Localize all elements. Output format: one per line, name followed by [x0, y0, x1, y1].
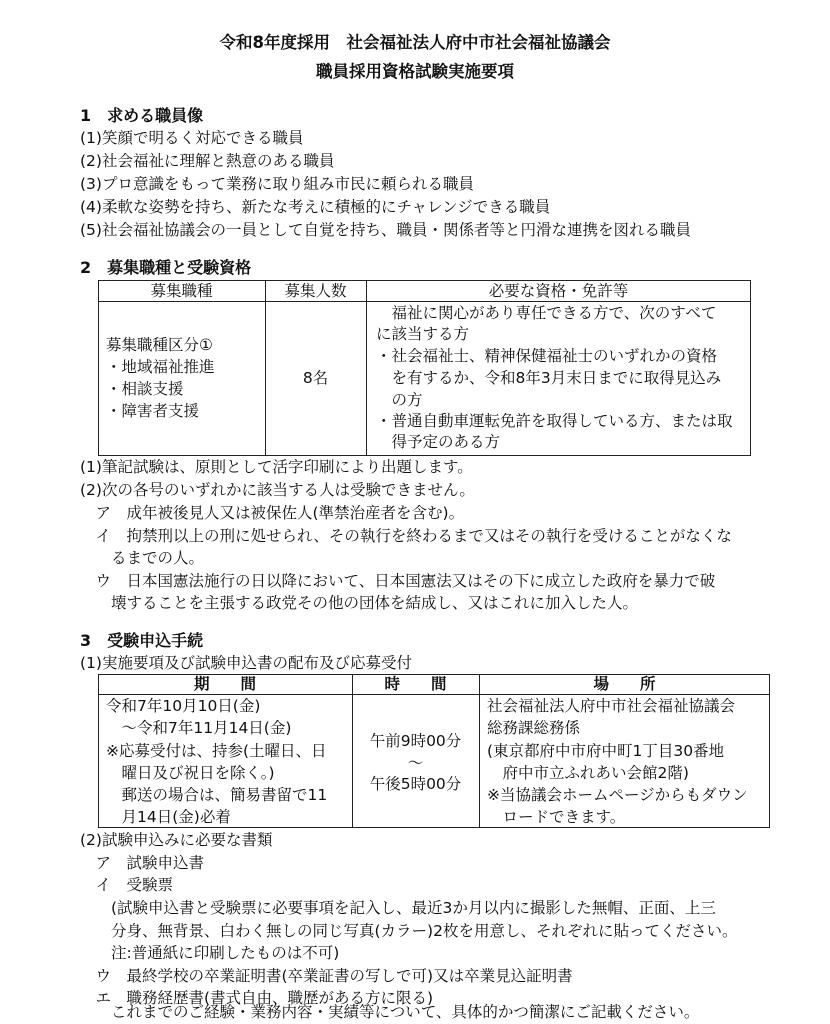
s3-subheading-2: (2)試験申込みに必要な書類 [80, 831, 273, 849]
headcount-value: 8名 [302, 369, 329, 387]
s1-item: (1)笑顔で明るく対応できる職員 [80, 129, 304, 147]
period-line: 曜日及び祝日を除く。) [106, 764, 275, 782]
th-time: 時 間 [384, 675, 447, 693]
s2-note: ア 成年被後見人又は被保佐人(準禁治産者を含む)。 [80, 504, 465, 522]
table-divider [366, 280, 367, 456]
time-end: 午後5時00分 [369, 775, 462, 793]
place-line: 社会福祉法人府中市社会福祉協議会 [487, 697, 736, 715]
qualification-line: ・社会福祉士、精神保健福祉士のいずれかの資格 [376, 347, 718, 365]
qualification-line: ・普通自動車運転免許を取得している方、または取 [376, 412, 733, 430]
section2-heading: 2 募集職種と受験資格 [80, 258, 252, 277]
s3-doc-line: ウ 最終学校の卒業証明書(卒業証書の写しで可)又は卒業見込証明書 [80, 967, 573, 985]
s2-note: ウ 日本国憲法施行の日以降において、日本国憲法又はその下に成立した政府を暴力で破 [80, 572, 716, 590]
section1-heading: 1 求める職員像 [80, 106, 204, 125]
place-line: (東京都府中市府中町1丁目30番地 [487, 742, 725, 760]
th-period: 期 間 [193, 675, 256, 693]
qualification-line: を有するか、令和8年3月末日までに取得見込み [376, 369, 722, 387]
time-separator: ～ [407, 754, 424, 772]
s1-item: (5)社会福祉協議会の一員として自覚を持ち、職員・関係者等と円滑な連携を図れる職員 [80, 221, 691, 239]
th-job-type: 募集職種 [150, 282, 213, 300]
s3-doc-line: 分身、無背景、白わく無しの同じ写真(カラー)2枚を用意し、それぞれに貼ってください。 [80, 922, 738, 940]
period-line: 令和7年10月10日(金) [106, 697, 261, 715]
job-category: ・相談支援 [106, 380, 184, 398]
s3-doc-line: これまでのご経験・業務内容・実績等について、具体的かつ簡潔にご記載ください。 [80, 1003, 700, 1021]
document-title-line2: 職員採用資格試験実施要項 [316, 62, 514, 81]
s2-note: 壊することを主張する政党その他の団体を結成し、又はこれに加入した人。 [80, 594, 639, 612]
document-title-line1: 令和8年度採用 社会福祉法人府中市社会福祉協議会 [219, 33, 611, 52]
th-headcount: 募集人数 [284, 282, 347, 300]
period-line: 月14日(金)必着 [106, 808, 231, 826]
s2-note: るまでの人。 [80, 549, 205, 567]
section3-heading: 3 受験申込手続 [80, 631, 204, 650]
place-line: 府中市立ふれあい会館2階) [487, 764, 689, 782]
s3-doc-line: イ 受験票 [80, 876, 174, 894]
table-divider [479, 674, 480, 828]
s1-item: (4)柔軟な姿勢を持ち、新たな考えに積極的にチャレンジできる職員 [80, 198, 551, 216]
period-line: ※応募受付は、持参(土曜日、日 [106, 742, 327, 760]
place-line: 総務課総務係 [487, 719, 581, 737]
s3-doc-line: (試験申込書と受験票に必要事項を記入し、最近3か月以内に撮影した無帽、正面、上三 [80, 899, 716, 917]
qualification-line: の方 [376, 391, 423, 409]
s2-note: (1)筆記試験は、原則として活字印刷により出題します。 [80, 458, 473, 476]
s3-doc-line: 注:普通紙に印刷したものは不可) [80, 944, 340, 962]
qualification-line: 福祉に関心があり専任できる方で、次のすべて [376, 304, 717, 322]
th-qualifications: 必要な資格・免許等 [488, 282, 629, 300]
place-line: ロードできます。 [487, 808, 626, 826]
job-category: ・地域福祉推進 [106, 358, 215, 376]
job-category: ・障害者支援 [106, 402, 200, 420]
time-start: 午前9時00分 [369, 732, 462, 750]
s3-subheading-1: (1)実施要項及び試験申込書の配布及び応募受付 [80, 654, 412, 672]
qualification-line: に該当する方 [376, 325, 470, 343]
place-line: ※当協議会ホームページからもダウン [487, 786, 748, 804]
s1-item: (2)社会福祉に理解と熱意のある職員 [80, 152, 335, 170]
period-line: 郵送の場合は、簡易書留で11 [106, 786, 328, 804]
s2-note: イ 拘禁刑以上の刑に処せられ、その執行を終わるまで又はその執行を受けることがなくな [80, 527, 732, 545]
period-line: ～令和7年11月14日(金) [106, 719, 292, 737]
th-place: 場 所 [593, 675, 656, 693]
s3-doc-line: エ 職務経歴書(書式自由、職歴がある方に限る) [80, 989, 434, 1007]
s2-note: (2)次の各号のいずれかに該当する人は受験できません。 [80, 481, 475, 499]
s3-doc-line: ア 試験申込書 [80, 854, 205, 872]
s1-item: (3)プロ意識をもって業務に取り組み市民に頼られる職員 [80, 175, 474, 193]
qualification-line: 得予定のある方 [376, 433, 501, 451]
job-category: 募集職種区分① [106, 336, 213, 354]
